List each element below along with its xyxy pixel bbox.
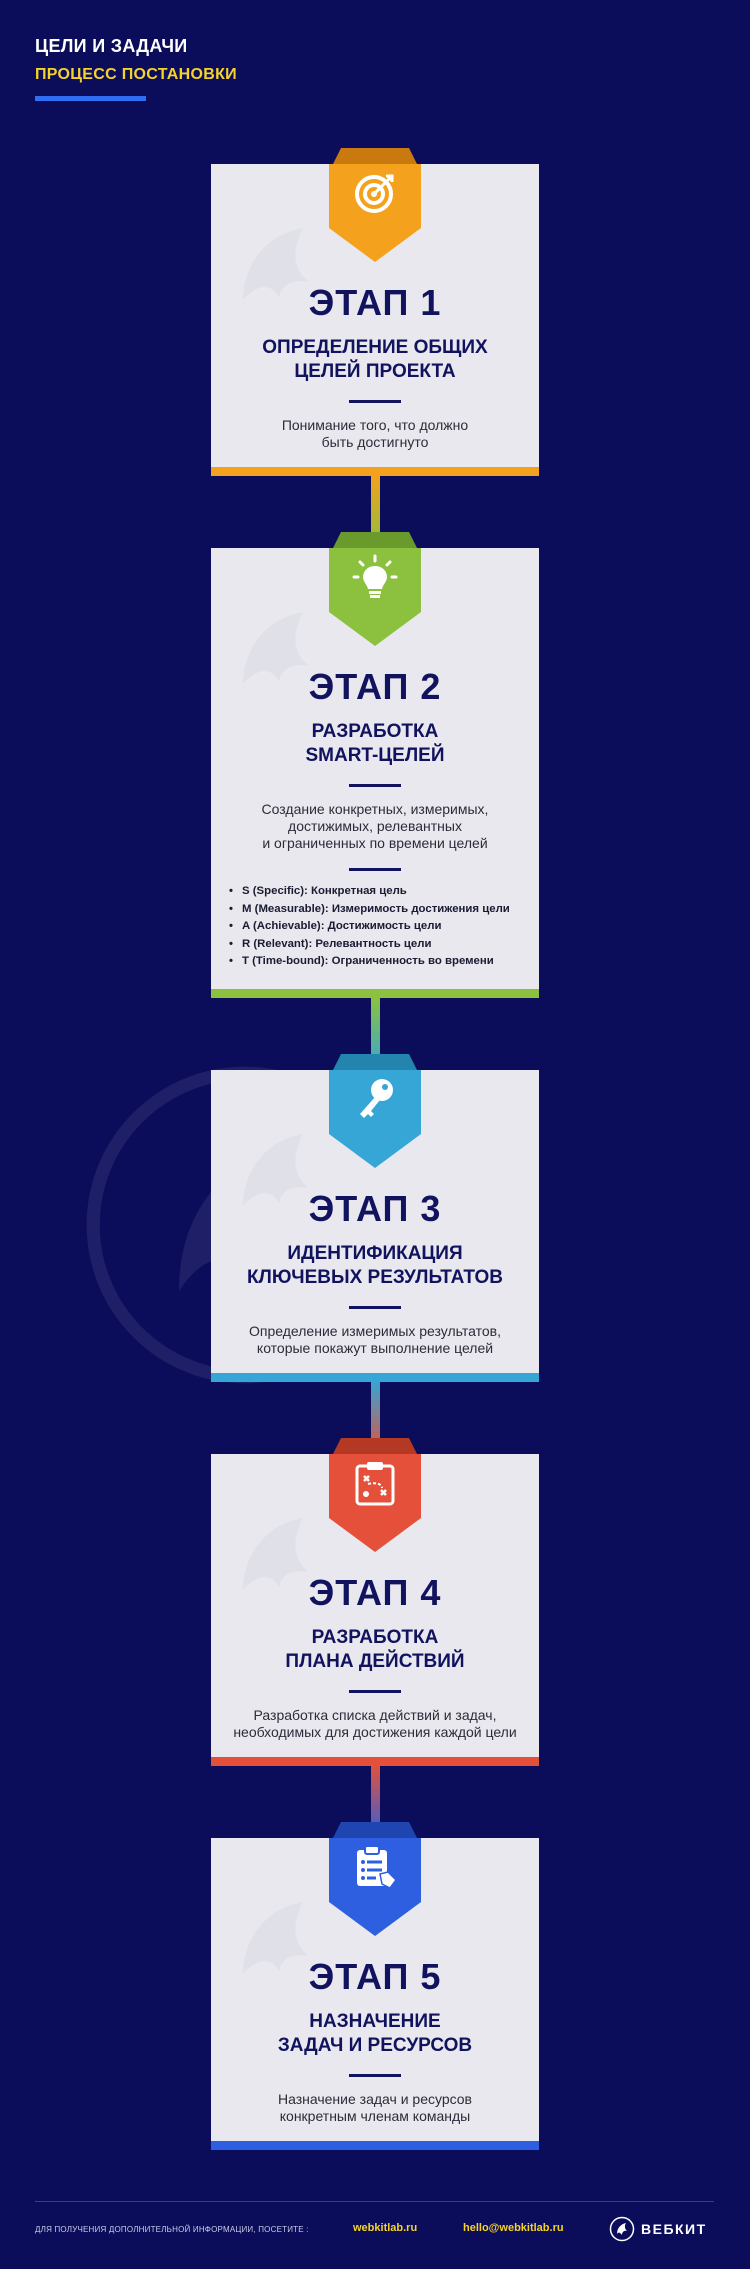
stage-badge-2 (329, 532, 421, 646)
stage-title: ЭТАП 3 (308, 1188, 442, 1229)
stage-subtitle: РАЗРАБОТКА SMART-ЦЕЛЕЙ (305, 721, 445, 766)
stage-subtitle: ИДЕНТИФИКАЦИЯ КЛЮЧЕВЫХ РЕЗУЛЬТАТОВ (246, 1243, 504, 1288)
divider (349, 1306, 401, 1309)
stage-badge-1 (329, 148, 421, 262)
page-subtitle: ПРОЦЕСС ПОСТАНОВКИ (35, 66, 237, 83)
footer-divider (35, 2201, 714, 2202)
list-item: • A (Achievable): Достижимость цели (229, 918, 539, 936)
stage-description: Определение измеримых результатов, которые покажут выполнение целей (249, 1323, 501, 1356)
strategy-clipboard-icon (352, 1460, 398, 1506)
footer-email-link[interactable]: hello@webkitlab.ru (463, 2222, 564, 2234)
stage-title: ЭТАП 5 (308, 1956, 442, 1997)
divider (349, 400, 401, 403)
list-item: • S (Specific): Конкретная цель (229, 883, 539, 901)
stage-title: ЭТАП 4 (308, 1572, 442, 1613)
stage-title: ЭТАП 1 (308, 282, 442, 323)
list-item: • M (Measurable): Измеримость достижения цели (229, 901, 539, 919)
stage-subtitle: РАЗРАБОТКА ПЛАНА ДЕЙСТВИЙ (285, 1627, 465, 1672)
divider (349, 868, 401, 871)
list-item: • T (Time-bound): Ограниченность во времени (229, 953, 539, 971)
stage-description: Разработка списка действий и задач, необходимых для достижения каждой цели (233, 1707, 517, 1740)
stage-color-bar (211, 1757, 539, 1766)
stage-description: Понимание того, что должно быть достигнуто (281, 417, 469, 450)
stage-color-bar (211, 1373, 539, 1382)
divider (349, 1690, 401, 1693)
stage-description: Создание конкретных, измеримых, достижимых, релевантных и ограниченных по времени целей (261, 801, 489, 851)
stage-color-bar (211, 989, 539, 998)
stage-title: ЭТАП 2 (308, 666, 442, 707)
divider (349, 2074, 401, 2077)
stage-badge-3 (329, 1054, 421, 1168)
brand-logo-icon (609, 2216, 635, 2242)
footer-logo (609, 2216, 707, 2242)
smart-list (211, 883, 539, 971)
stage-description: Назначение задач и ресурсов конкретным членам команды (277, 2091, 472, 2124)
stage-color-bar (211, 2141, 539, 2150)
divider (349, 784, 401, 787)
footer-note: ДЛЯ ПОЛУЧЕНИЯ ДОПОЛНИТЕЛЬНОЙ ИНФОРМАЦИИ, ПОСЕТИТЕ : (35, 2225, 309, 2234)
stage-subtitle: ОПРЕДЕЛЕНИЕ ОБЩИХ ЦЕЛЕЙ ПРОЕКТА (262, 337, 488, 382)
key-icon (352, 1076, 398, 1122)
stage-color-bar (211, 467, 539, 476)
target-icon (352, 170, 398, 216)
lightbulb-icon (352, 554, 398, 600)
assign-clipboard-icon (352, 1844, 398, 1890)
brand-name: ВЕБКИТ (641, 2221, 707, 2237)
header (35, 36, 237, 101)
list-item: • R (Relevant): Релевантность цели (229, 936, 539, 954)
stage-subtitle: НАЗНАЧЕНИЕ ЗАДАЧ И РЕСУРСОВ (277, 2011, 473, 2056)
page-title: ЦЕЛИ И ЗАДАЧИ (35, 36, 188, 56)
stage-badge-4 (329, 1438, 421, 1552)
header-accent-bar (35, 96, 146, 101)
stage-badge-5 (329, 1822, 421, 1936)
footer-website-link[interactable]: webkitlab.ru (353, 2222, 418, 2234)
footer (35, 2220, 714, 2242)
